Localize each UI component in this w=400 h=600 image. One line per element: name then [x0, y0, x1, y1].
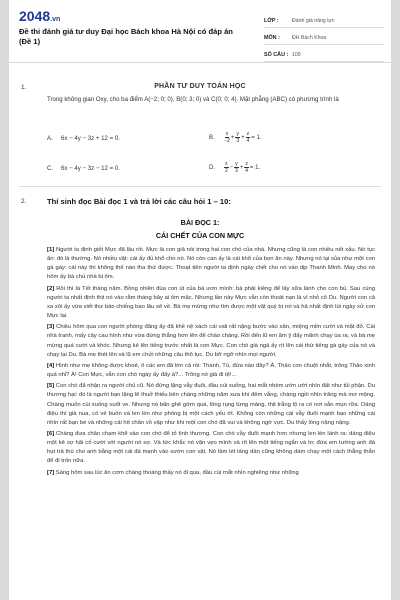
paragraph-number: [1]: [47, 247, 55, 253]
operator: +: [241, 134, 245, 141]
frac-den: 4: [246, 138, 250, 144]
operator: +: [239, 164, 244, 171]
paragraph-number: [2]: [47, 285, 55, 292]
meta-subject-row: [264, 31, 384, 45]
frac-num: y: [235, 161, 238, 167]
option-d-fraction-y: [234, 161, 239, 174]
meta-count-row: [264, 48, 384, 62]
section-heading: PHẦN TƯ DUY TOÁN HỌC: [154, 83, 246, 90]
story-title: CÁI CHẾT CỦA CON MỰC: [155, 231, 245, 240]
meta-class-row: [264, 14, 384, 28]
paragraph-number: [4]: [47, 362, 55, 369]
frac-num: z: [246, 131, 250, 137]
frac-num: y: [236, 131, 240, 137]
option-a[interactable]: [47, 135, 120, 142]
meta-class-value: Đánh giá năng lực: [292, 17, 335, 24]
operator: −: [229, 164, 234, 171]
paragraph-number: [6]: [47, 430, 55, 437]
frac-den: 3: [236, 138, 240, 144]
frac-den: 4: [245, 168, 249, 174]
option-c-label: C.: [47, 165, 54, 172]
meta-class-key: LỚP :: [264, 17, 279, 24]
question-2-number: 2.: [21, 198, 27, 205]
paragraph-number: [5]: [47, 383, 55, 390]
meta-subject-value: ĐH Bách Khoa: [292, 34, 327, 41]
document-meta: [264, 14, 384, 65]
page-header: [9, 0, 391, 63]
paragraph-text: Sáng hôm sau lúc ăn cơm chàng thoáng thấy nó đi qua, đầu cúi mắt nhìn nghiêng như những: [55, 469, 299, 476]
meta-count-key: SỐ CÂU :: [264, 51, 289, 58]
paragraph: [47, 430, 375, 467]
meta-subject-key: MÔN :: [264, 34, 280, 41]
paragraph-number: [7]: [47, 469, 55, 476]
logo-suffix: .vn: [50, 16, 61, 23]
frac-num: x: [225, 161, 228, 167]
question-divider: [19, 186, 381, 187]
reading-body: [47, 246, 375, 480]
site-logo[interactable]: [19, 8, 60, 24]
paragraph-text: Con chó đã nhận ra người chủ cũ. Nó đứng lặng vẫy đuôi, đầu cúi xuống, hai mắt nhèm ướn ướt nhìn đất như tủi phận. Du thương hại: đó là người bạn lặng lẽ thuở thiếu bên chàng những năm xưa khi đêm vắng, chàng ngồi nhìn trăng mà mơ mộng. Chàng muốn cúi xuống vuốt ve. Nhưng nó bẩn ghê gớm quá, lông rụng từng mảng, thịt trắng lộ ra có nơi sẵn mụn rữa. Dáng điệu thì già nua, có vẻ buồn và len lén như phòng bị một cách yếu ớt. Không còn những cái vẫy đuôi mạnh bạo những cái nhìn rất bạn bè và những cái hít chân vồ vập như khi một con chó đã vui và không ngờ vực. Du thấy lòng nặng nặng.: [47, 383, 375, 426]
paragraph: [47, 323, 375, 360]
paragraph: [47, 285, 375, 322]
frac-num: z: [245, 161, 248, 167]
paragraph: [47, 246, 375, 283]
equation-rhs: = 1.: [251, 134, 262, 141]
option-c-text: 6x − 4y − 3z − 12 = 0.: [61, 165, 120, 172]
equation-rhs: = 1.: [249, 164, 261, 171]
question-1-stem: Trong không gian Oxy, cho ba điểm A(−2; 0; 0), B(0; 3; 0) và C(0; 0; 4). Mặt phẳng (ABC) có phương trình là: [47, 96, 339, 103]
paragraph-number: [3]: [47, 324, 55, 331]
option-d-fraction-x: [224, 161, 229, 174]
option-b-fraction-z: [246, 131, 251, 144]
frac-den: 2: [224, 168, 228, 174]
frac-den: 3: [235, 168, 238, 174]
option-b-fraction-x: [224, 131, 230, 144]
question-1-number: 1.: [21, 84, 27, 91]
option-c[interactable]: [47, 165, 120, 172]
option-b[interactable]: [209, 131, 262, 144]
paragraph-text: Hình như mẹ không được khoẻ, ô các em đã lớn cả rồi: Thanh, Tú, đứa nào đây? À, Thảo con chuột nhắt, trông Thảo xinh quá nhỉ? À! Con Mực, vẫn con chó ngày ấy đấy à?... Trông nó già đi tệ!...: [47, 362, 375, 379]
reading-label: BÀI ĐỌC 1:: [180, 218, 220, 227]
paragraph: [47, 382, 375, 428]
paragraph-text: Chàng đưa chân chạm khẽ vào con chó để tỏ tình thương. Con chó vẫy đuôi mạnh hơn nhưng len lén lánh ra: dáng điệu một kẻ sợ hãi cố cười với người nó sợ. Và tức khắc nó vặn vẹo mình và rít lên một tiếng ngắn và to; đứa em tường anh đá hụt trả thù cho anh bằng một cái đá mạnh vào sườn con vật. Nó lảm lét lảng dần cũng không dám chạy một cách thẳng thắn để đi trốn nữa.: [47, 430, 375, 465]
paragraph-text: Rồi thì là Tết tháng năm. Bồng nhiên đúa con út của bà ươn mình: bà phải kiêng để lấy sữa lành cho con bú. Sau cùng người ta nhất định thịt nó vào rằm tháng bảy ai ốm mặc. Nhưng lần này Mực vẫn còn thoát nạn là vì nhỏ cô Du. Người con cả xa xôi ấy vừa viết thư báo chiếng bao lâu sẽ về. Bà mẹ mừng như tìm được một vật quý bị rơi và hả nhất định lùi ngày xử con Mực lại.: [47, 285, 376, 320]
paragraph-text: Người ta định giết Mực đã lâu rồi. Mực là con giả nòi trong hai con chó của nhà. Nhưng cũng là con nhiều nết xấu. Nó tục ăn: đó là thường. Nó nhiều vặt: cái ấy đủ khổ cho nó. Nó còn can ấy là cái khổ của bọn ăn này. Nhưng nó lại sủa như một con gà gáy: cái này thì không thể nào tha thứ được. Thoạt tiên người ta định ngày chết cho nó vào dịp Thanh Minh. May cho nó hôm ấy bà chủ nhà bị ốm.: [47, 247, 375, 281]
paragraph-text: Chiều hôm qua con người phóng đãng ấy đã khề nệ xách cái vali rất nặng bước vào sân, miệng mỉm cười và mặt đỏ. Cái nhà tranh, mấy cây cau hình như vừa đứng thẳng hơn lên để chào chàng. Rồi đến lũ em âm ỹ đấy mãnh chạy ùa ra, và bà mẹ mừng quá cười và khóc. Nhưng kẻ lên tiếng trước nhất là con Mực. Con chó già ngả ấy rít lên cái thứ tiếng gà gáy của nó và chạy lại Du. Bà mẹ thét lên và lũ em chửi những câu thô tục. Du bỡ ngỡ nhìn mọi người.: [47, 324, 376, 358]
option-b-label: B.: [209, 134, 215, 141]
operator: +: [230, 134, 235, 141]
option-d[interactable]: [209, 161, 260, 174]
meta-count-value: 109: [292, 51, 301, 58]
question-2-title: Thí sinh đọc Bài đọc 1 và trả lời các câu hỏi 1 – 10:: [47, 197, 231, 206]
option-a-label: A.: [47, 135, 53, 142]
logo-text: 2048: [19, 8, 51, 24]
paragraph: [47, 469, 375, 478]
document-page: [9, 0, 391, 600]
option-d-fraction-z: [244, 161, 249, 174]
document-title: Đề thi đánh giá tư duy Đại học Bách khoa Hà Nội có đáp án (Đề 1): [19, 27, 233, 46]
frac-den: −2: [224, 138, 230, 144]
option-b-fraction-y: [235, 131, 240, 144]
frac-num: x: [225, 131, 229, 137]
option-a-text: 6x − 4y − 3z + 12 = 0.: [61, 135, 120, 142]
option-d-label: D.: [209, 164, 216, 171]
paragraph: [47, 362, 375, 380]
